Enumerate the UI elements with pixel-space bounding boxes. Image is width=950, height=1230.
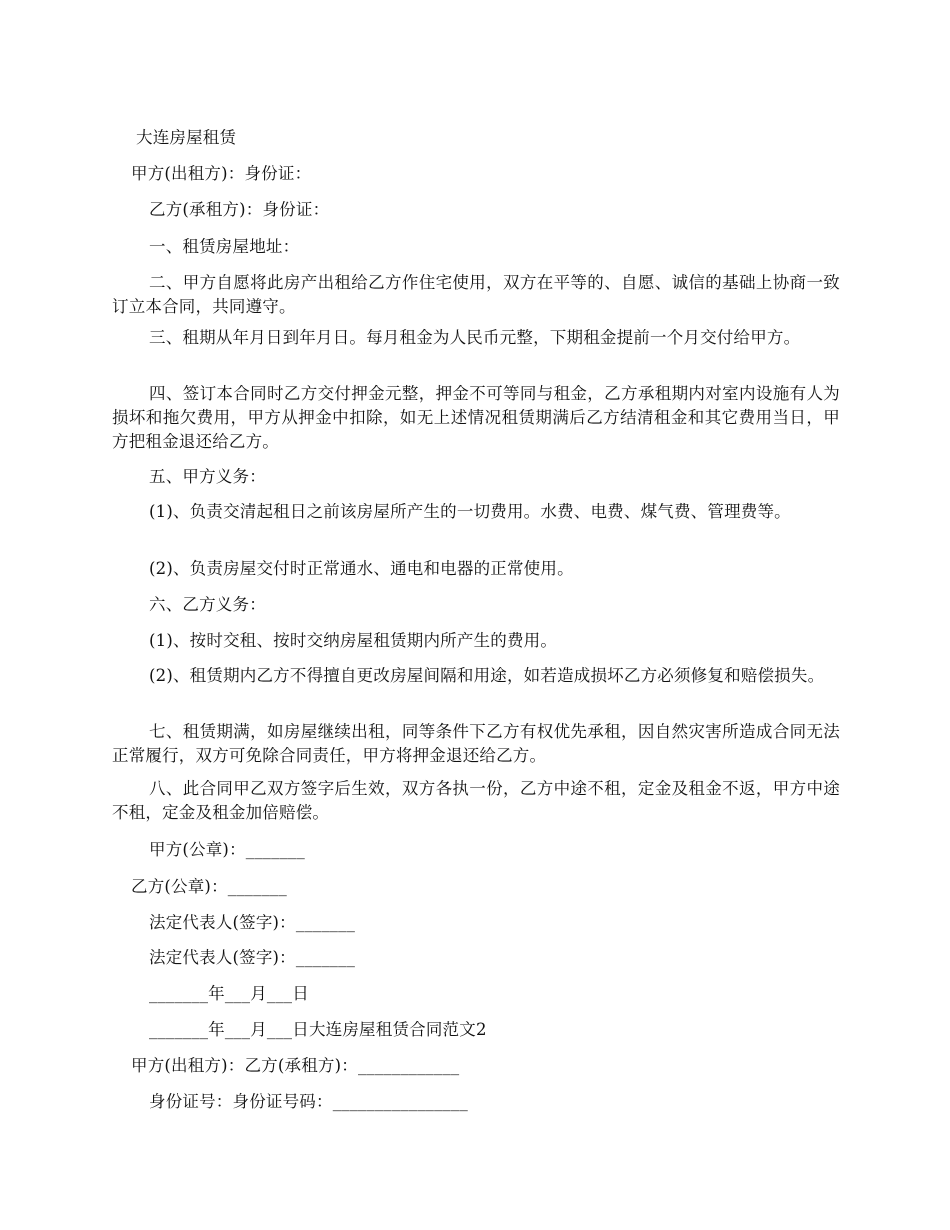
clause-five-item-2: (2)、负责房屋交付时正常通水、通电和电器的正常使用。: [149, 559, 574, 578]
clause-seven: 七、租赁期满，如房屋继续出租，同等条件下乙方有权优先承租，因自然灾害所造成合同无法正常履行，双方可免除合同责任，甲方将押金退还给乙方。: [112, 722, 840, 765]
representative-signature-1: 法定代表人(签字)：_______: [149, 913, 356, 932]
clause-two: 二、甲方自愿将此房产出租给乙方作住宅使用，双方在平等的、自愿、诚信的基础上协商一致订立本合同，共同遵守。: [112, 273, 840, 316]
party-a-line: 甲方(出租方)：身份证：: [131, 164, 312, 183]
contract2-id-number: 身份证号：身份证号码：________________: [149, 1092, 468, 1111]
clause-eight: 八、此合同甲乙双方签字后生效，双方各执一份，乙方中途不租，定金及租金不返，甲方中途不租，定金及租金加倍赔偿。: [112, 779, 840, 822]
clause-five-heading: 五、甲方义务：: [149, 467, 266, 486]
clause-six-item-1: (1)、按时交租、按时交纳房屋租赁期内所产生的费用。: [149, 631, 558, 650]
date-line-with-title-2: _______年___月___日大连房屋租赁合同范文2: [149, 1020, 487, 1039]
party-b-line: 乙方(承租方)：身份证：: [149, 200, 330, 219]
party-b-seal: 乙方(公章)：_______: [131, 877, 287, 896]
clause-three: 三、租期从年月日到年月日。每月租金为人民币元整，下期租金提前一个月交付给甲方。: [149, 328, 801, 347]
document-title: 大连房屋租赁: [136, 128, 237, 147]
representative-signature-2: 法定代表人(签字)：_______: [149, 948, 356, 967]
clause-address: 一、租赁房屋地址：: [149, 237, 300, 256]
clause-six-heading: 六、乙方义务：: [149, 595, 266, 614]
clause-four: 四、签订本合同时乙方交付押金元整，押金不可等同与租金，乙方承租期内对室内设施有人为损坏和拖欠费用，甲方从押金中扣除，如无上述情况租赁期满后乙方结清租金和其它费用当日，甲方把租金退还给乙方。: [112, 384, 840, 451]
contract2-parties: 甲方(出租方)：乙方(承租方)：____________: [131, 1056, 460, 1075]
party-a-seal: 甲方(公章)：_______: [149, 840, 305, 859]
clause-six-item-2: (2)、租赁期内乙方不得擅自更改房屋间隔和用途，如若造成损坏乙方必须修复和赔偿损失。: [149, 666, 825, 685]
date-line: _______年___月___日: [149, 984, 309, 1003]
clause-five-item-1: (1)、负责交清起租日之前该房屋所产生的一切费用。水费、电费、煤气费、管理费等。: [149, 502, 791, 521]
